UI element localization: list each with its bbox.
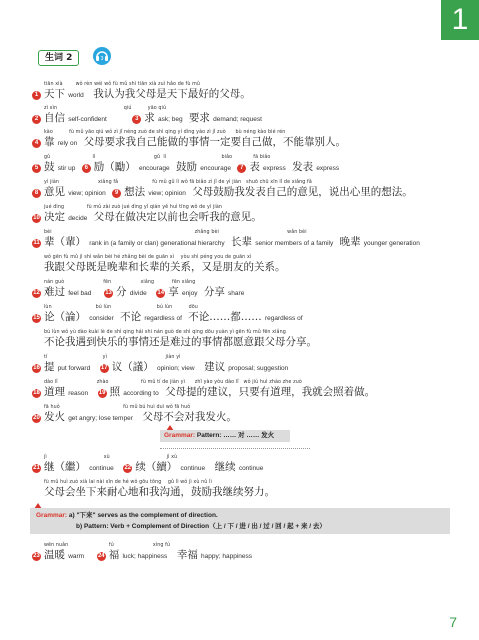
grammar-box-1: Grammar: Pattern: …… 对 …… 发火 [160,430,290,442]
vocab-row-1: 1 天下 world 我认为我父母是天下最好的父母。 [32,88,251,102]
pinyin-row-13: dào lǐ zhào fù mǔ tí de jiàn yì zhǐ yào yǒu dào lǐ wǒ jiù huì zhào zhe zuò [44,380,302,385]
pinyin-row-11: bú lùn wǒ yù dào kuài lè de shì qing hái shi nán guò de shì qing dōu yuàn yì gēn fù mǔ fēn xiǎng [44,330,286,335]
pinyin-row-2: zì xìn qiú yāo qiú [44,106,167,111]
pinyin-row-8: wǒ gēn fù mǔ jì shì wǎn bèi hé zhǎng bèi de guān xì yòu shì péng you de guān xì [44,255,252,260]
audio-icon[interactable] [92,46,112,66]
vocab-row-12: 16 提 put forward 17 议（議） opinion; view 建议 proposal; suggestion [33,361,289,373]
vocab-row-6: 10 决定 decide 父母在做决定以前也会听我的意见。 [33,211,262,223]
pinyin-row-17: wēn nuǎn fú xìng fú [44,543,171,548]
vocab-row-9: 12 难过 feel bad 13 分 divide 14 享 enjoy 分享 share [33,286,245,298]
pinyin-row-16: fù mǔ huì zuò xià lai nài xīn de hé wǒ gōu tōng gǔ lì wǒ jì xù nǔ lì [44,480,212,485]
sentence-row-8: 我跟父母既是晚辈和长辈的关系，又是朋友的关系。 [44,261,286,273]
vocab-row-17: 23 温暖 warm 24 福 luck; happiness 幸福 happy; happiness [33,549,252,561]
sentence-row-16: 父母会坐下来耐心地和我沟通，鼓励我继续努力。 [44,486,275,498]
pinyin-row-5: yì jiàn xiǎng fǎ fù mǔ gǔ lì wǒ fā biǎo zì jǐ de yì jiàn shuō chū xīn lǐ de xiǎng fǎ [44,180,312,185]
chapter-number: 1 [451,3,469,36]
page-number: 7 [449,614,457,630]
vocab-row-13: 18 道理 reason 19 照 according to 父母提的建议，只要有道理，我就会照着做。 [33,386,376,398]
vocab-row-15: 21 继（繼） continue 22 续（續） continue 继续 continue [33,461,264,473]
pinyin-row-3: kào fù mǔ yāo qiú wǒ zì jǐ néng zuò de shì qing yí dìng yào zì jǐ zuò bù néng kào bié rén [44,130,286,135]
vocab-row-14: 20 发火 get angry; lose temper 父母不会对我发火。 [33,411,237,423]
vocab-row-10: 15 论（論） consider 不论 regardless of 不论……都…… regardless of [33,311,303,323]
vocab-row-4: 5 鼓 stir up 6 励（勵） encourage 鼓励 encourage 7 表 express 发表 express [32,161,339,175]
pinyin-row-4: gǔ lì gǔ lì biǎo fā biǎo [44,155,271,160]
sentence-row-11: 不论我遇到快乐的事情还是难过的事情都愿意跟父母分享。 [44,336,317,348]
vocab-row-5: 8 意见 view; opinion 9 想法 view; opinion 父母鼓励我发表自己的意见，说出心里的想法。 [32,186,413,200]
pinyin-row-1: tiān xià wǒ rèn wéi wǒ fù mǔ shì tiān xià zuì hǎo de fù mǔ [44,82,200,87]
chapter-tab [441,0,479,40]
pinyin-row-9: nán guò fēn xiǎng fēn xiǎng [44,280,196,285]
audio-track-number: 3 [100,56,104,62]
grammar-box-2: Grammar: a) "下来" serves as the complement of direction. b) Pattern: Verb + Complement of Direction（上 / 下 / 进 / 出 / 过 / 回 / 起 + 来 / 去） [30,508,450,534]
vocab-row-3: 4 靠 rely on 父母要求我自己能做的事情一定要自己做，不能靠别人。 [32,136,346,150]
pinyin-row-7: bèi zhǎng bèi wǎn bèi [44,230,307,235]
pinyin-row-15: jì xù jì xù [44,455,178,460]
pinyin-row-14: fā huǒ fù mǔ bú huì duì wǒ fā huǒ [44,405,191,410]
pinyin-row-12: tí yì jiàn yì [44,355,181,360]
pinyin-row-6: jué dìng fù mǔ zài zuò jué dìng yǐ qián yě huì tīng wǒ de yì jiàn [44,205,223,210]
section-label: 生词 2 [38,50,79,66]
vocab-row-2: 2 自信 self-confident 3 求 ask; beg 要求 demand; request [32,112,262,126]
pinyin-row-10: lùn bú lùn bú lùn dōu [44,305,198,310]
divider [160,448,310,449]
vocab-row-7: 11 辈（輩） rank in (a family or clan) generational hierarchy 长辈 senior members of a family 晚辈 younger generation [33,236,420,248]
